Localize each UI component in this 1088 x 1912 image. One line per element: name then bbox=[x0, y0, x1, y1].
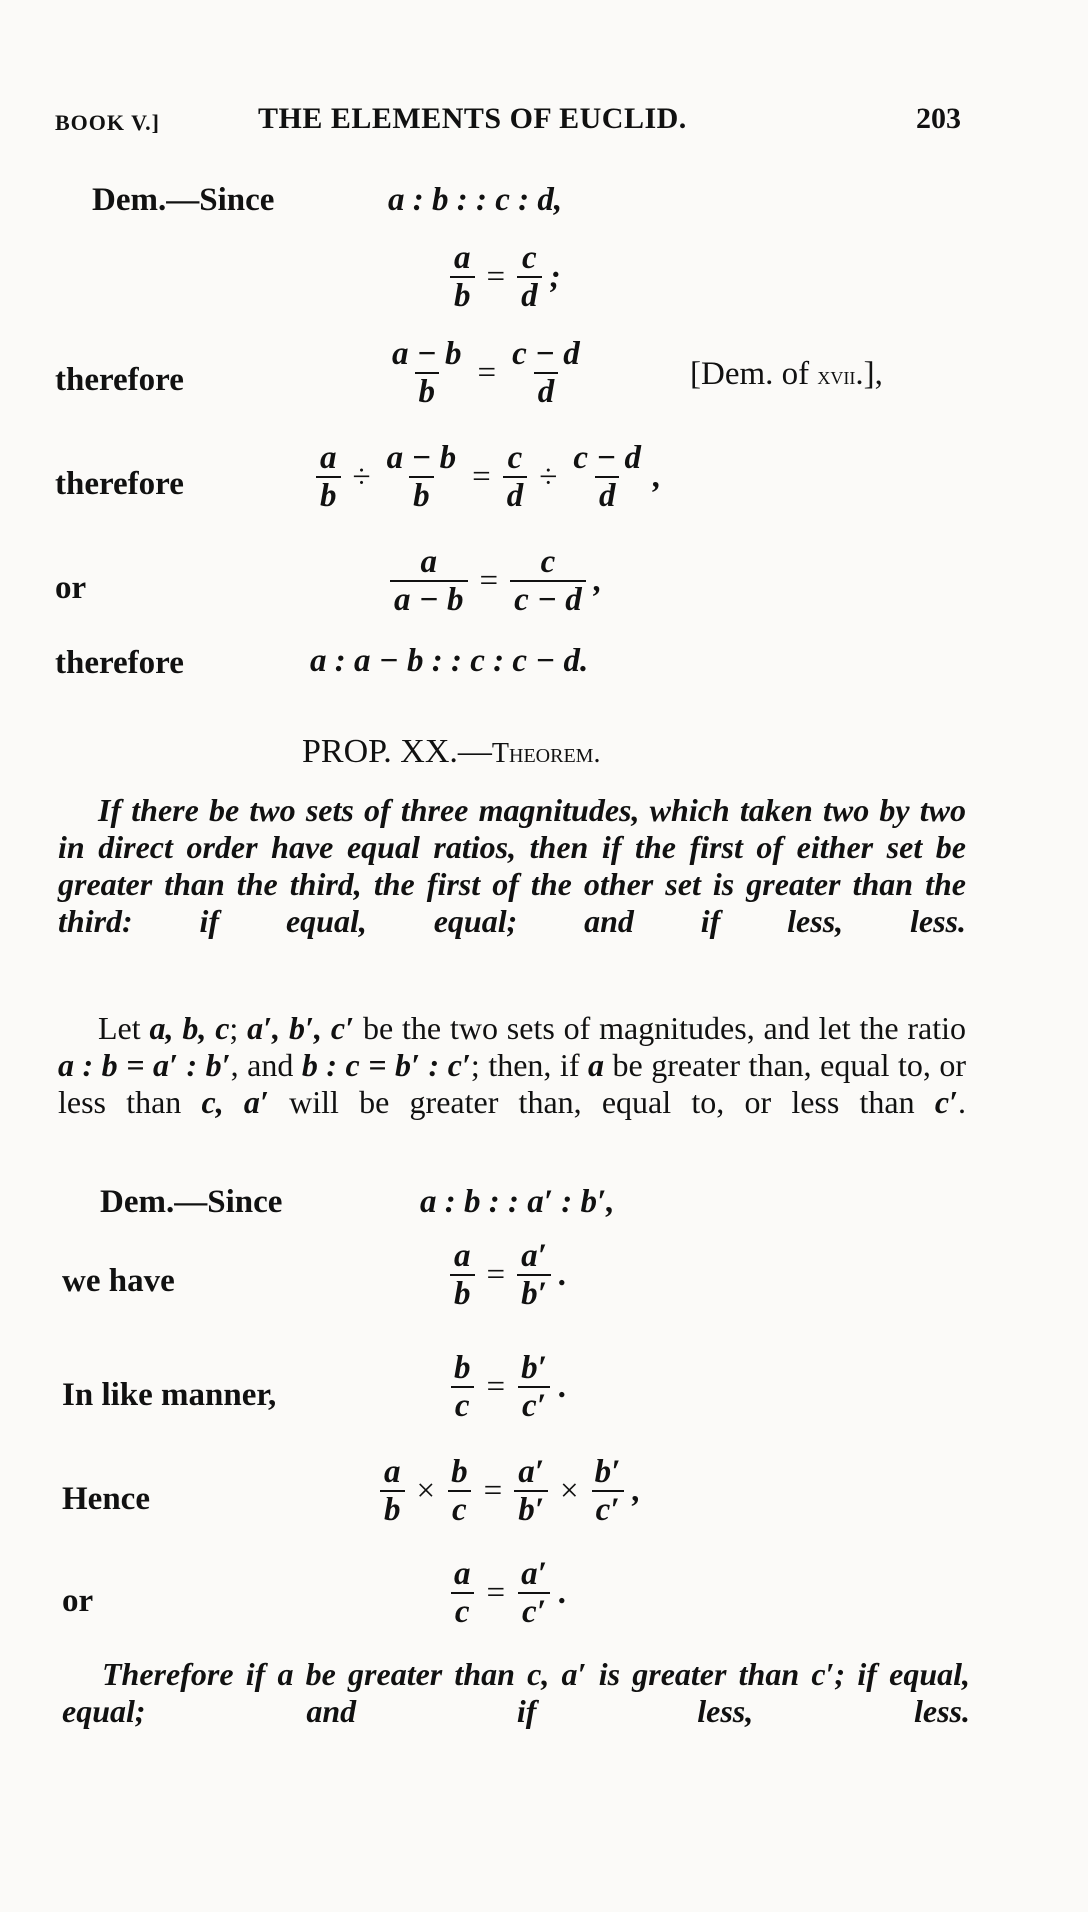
fraction-equation-5: $\frac{a}{b}$ = $\frac{a'}{b'}$ . bbox=[450, 1238, 567, 1313]
fraction: $\frac{b'}{c'}$ bbox=[517, 1350, 551, 1425]
running-title: THE ELEMENTS OF EUCLID. bbox=[258, 102, 687, 135]
like-manner-label: In like manner, bbox=[62, 1377, 277, 1413]
reference-note: [Dem. of xvii.], bbox=[690, 356, 883, 392]
fraction: $\frac{a}{b}$ bbox=[450, 1238, 475, 1313]
or-label: or bbox=[55, 570, 87, 606]
fraction-equation-6: $\frac{b}{c}$ = $\frac{b'}{c'}$ . bbox=[450, 1350, 567, 1425]
conclusion: Therefore if a be greater than c, a′ is greater than c′; if equal, equal; and if less, less. bbox=[62, 1656, 970, 1729]
fraction: $\frac{a}{a - b}$ bbox=[390, 544, 468, 619]
fraction: $\frac{a'}{b'}$ bbox=[514, 1454, 548, 1529]
we-have-label: we have bbox=[62, 1263, 175, 1299]
proportion-line: a : b : : c : d, bbox=[388, 182, 563, 218]
fraction-equation-3: $\frac{a}{b}$ ÷ $\frac{a - b}{b}$ = $\frac{c}{d}$ ÷ $\frac{c - d}{d}$ , bbox=[316, 440, 661, 515]
fraction-equation-4: $\frac{a}{a - b}$ = $\frac{c}{c - d}$ , bbox=[390, 544, 602, 619]
fraction: $\frac{c}{c - d}$ bbox=[510, 544, 586, 619]
fraction: $\frac{a'}{b'}$ bbox=[517, 1238, 551, 1313]
fraction-equation-7: $\frac{a}{b}$ × $\frac{b}{c}$ = $\frac{a'}{b'}$ × $\frac{b'}{c'}$ , bbox=[380, 1454, 641, 1529]
fraction: $\frac{a}{b}$ bbox=[316, 440, 341, 515]
dem-label: Dem.—Since bbox=[92, 182, 275, 218]
fraction: $\frac{c - d}{d}$ bbox=[512, 336, 580, 411]
fraction: $\frac{a}{b}$ bbox=[450, 240, 475, 315]
fraction: $\frac{a - b}{b}$ bbox=[386, 440, 457, 515]
enunciation: If there be two sets of three magnitudes, which taken two by two in direct order have equal ratios, then if the first of either set be greater than the third, the first of the other set is greater than the third: if equal, equal; and if less, less. bbox=[58, 792, 966, 939]
page-number: 203 bbox=[916, 102, 961, 135]
fraction-equation-1: $\frac{a}{b}$ = $\frac{c}{d}$ ; bbox=[450, 240, 561, 315]
fraction: $\frac{a}{b}$ bbox=[380, 1454, 405, 1529]
fraction-equation-8: $\frac{a}{c}$ = $\frac{a'}{c'}$ . bbox=[450, 1556, 567, 1631]
therefore-label: therefore bbox=[55, 362, 184, 398]
therefore-label: therefore bbox=[55, 466, 184, 502]
fraction: $\frac{b}{c}$ bbox=[450, 1350, 475, 1425]
fraction-equation-2: $\frac{a - b}{b}$ = $\frac{c - d}{d}$ bbox=[388, 336, 584, 411]
fraction: $\frac{a}{c}$ bbox=[450, 1556, 475, 1631]
fraction: $\frac{a'}{c'}$ bbox=[517, 1556, 551, 1631]
hence-label: Hence bbox=[62, 1481, 150, 1517]
fraction: $\frac{b}{c}$ bbox=[447, 1454, 472, 1529]
fraction: $\frac{c - d}{d}$ bbox=[573, 440, 642, 515]
fraction: $\frac{a - b}{b}$ bbox=[392, 336, 462, 411]
book-label: BOOK V.] bbox=[55, 110, 160, 135]
fraction: $\frac{c}{d}$ bbox=[503, 440, 528, 515]
setup-paragraph: Let a, b, c; a′, b′, c′ be the two sets of magnitudes, and let the ratio a : b = a′ : b′, and b : c = b′ : c′; then, if a be greater than, equal to, or less than c, a′ will be greater than, equal to, or less than c′. bbox=[58, 1010, 967, 1120]
proportion-line: a : a − b : : c : c − d. bbox=[310, 643, 589, 679]
dem-label: Dem.—Since bbox=[100, 1184, 283, 1220]
fraction: $\frac{b'}{c'}$ bbox=[591, 1454, 625, 1529]
therefore-label: therefore bbox=[55, 645, 184, 681]
fraction: $\frac{c}{d}$ bbox=[517, 240, 542, 315]
or-label: or bbox=[62, 1583, 94, 1619]
proposition-title: PROP. XX.—Theorem. bbox=[302, 733, 601, 770]
proportion-line: a : b : : a′ : b′, bbox=[420, 1184, 615, 1220]
